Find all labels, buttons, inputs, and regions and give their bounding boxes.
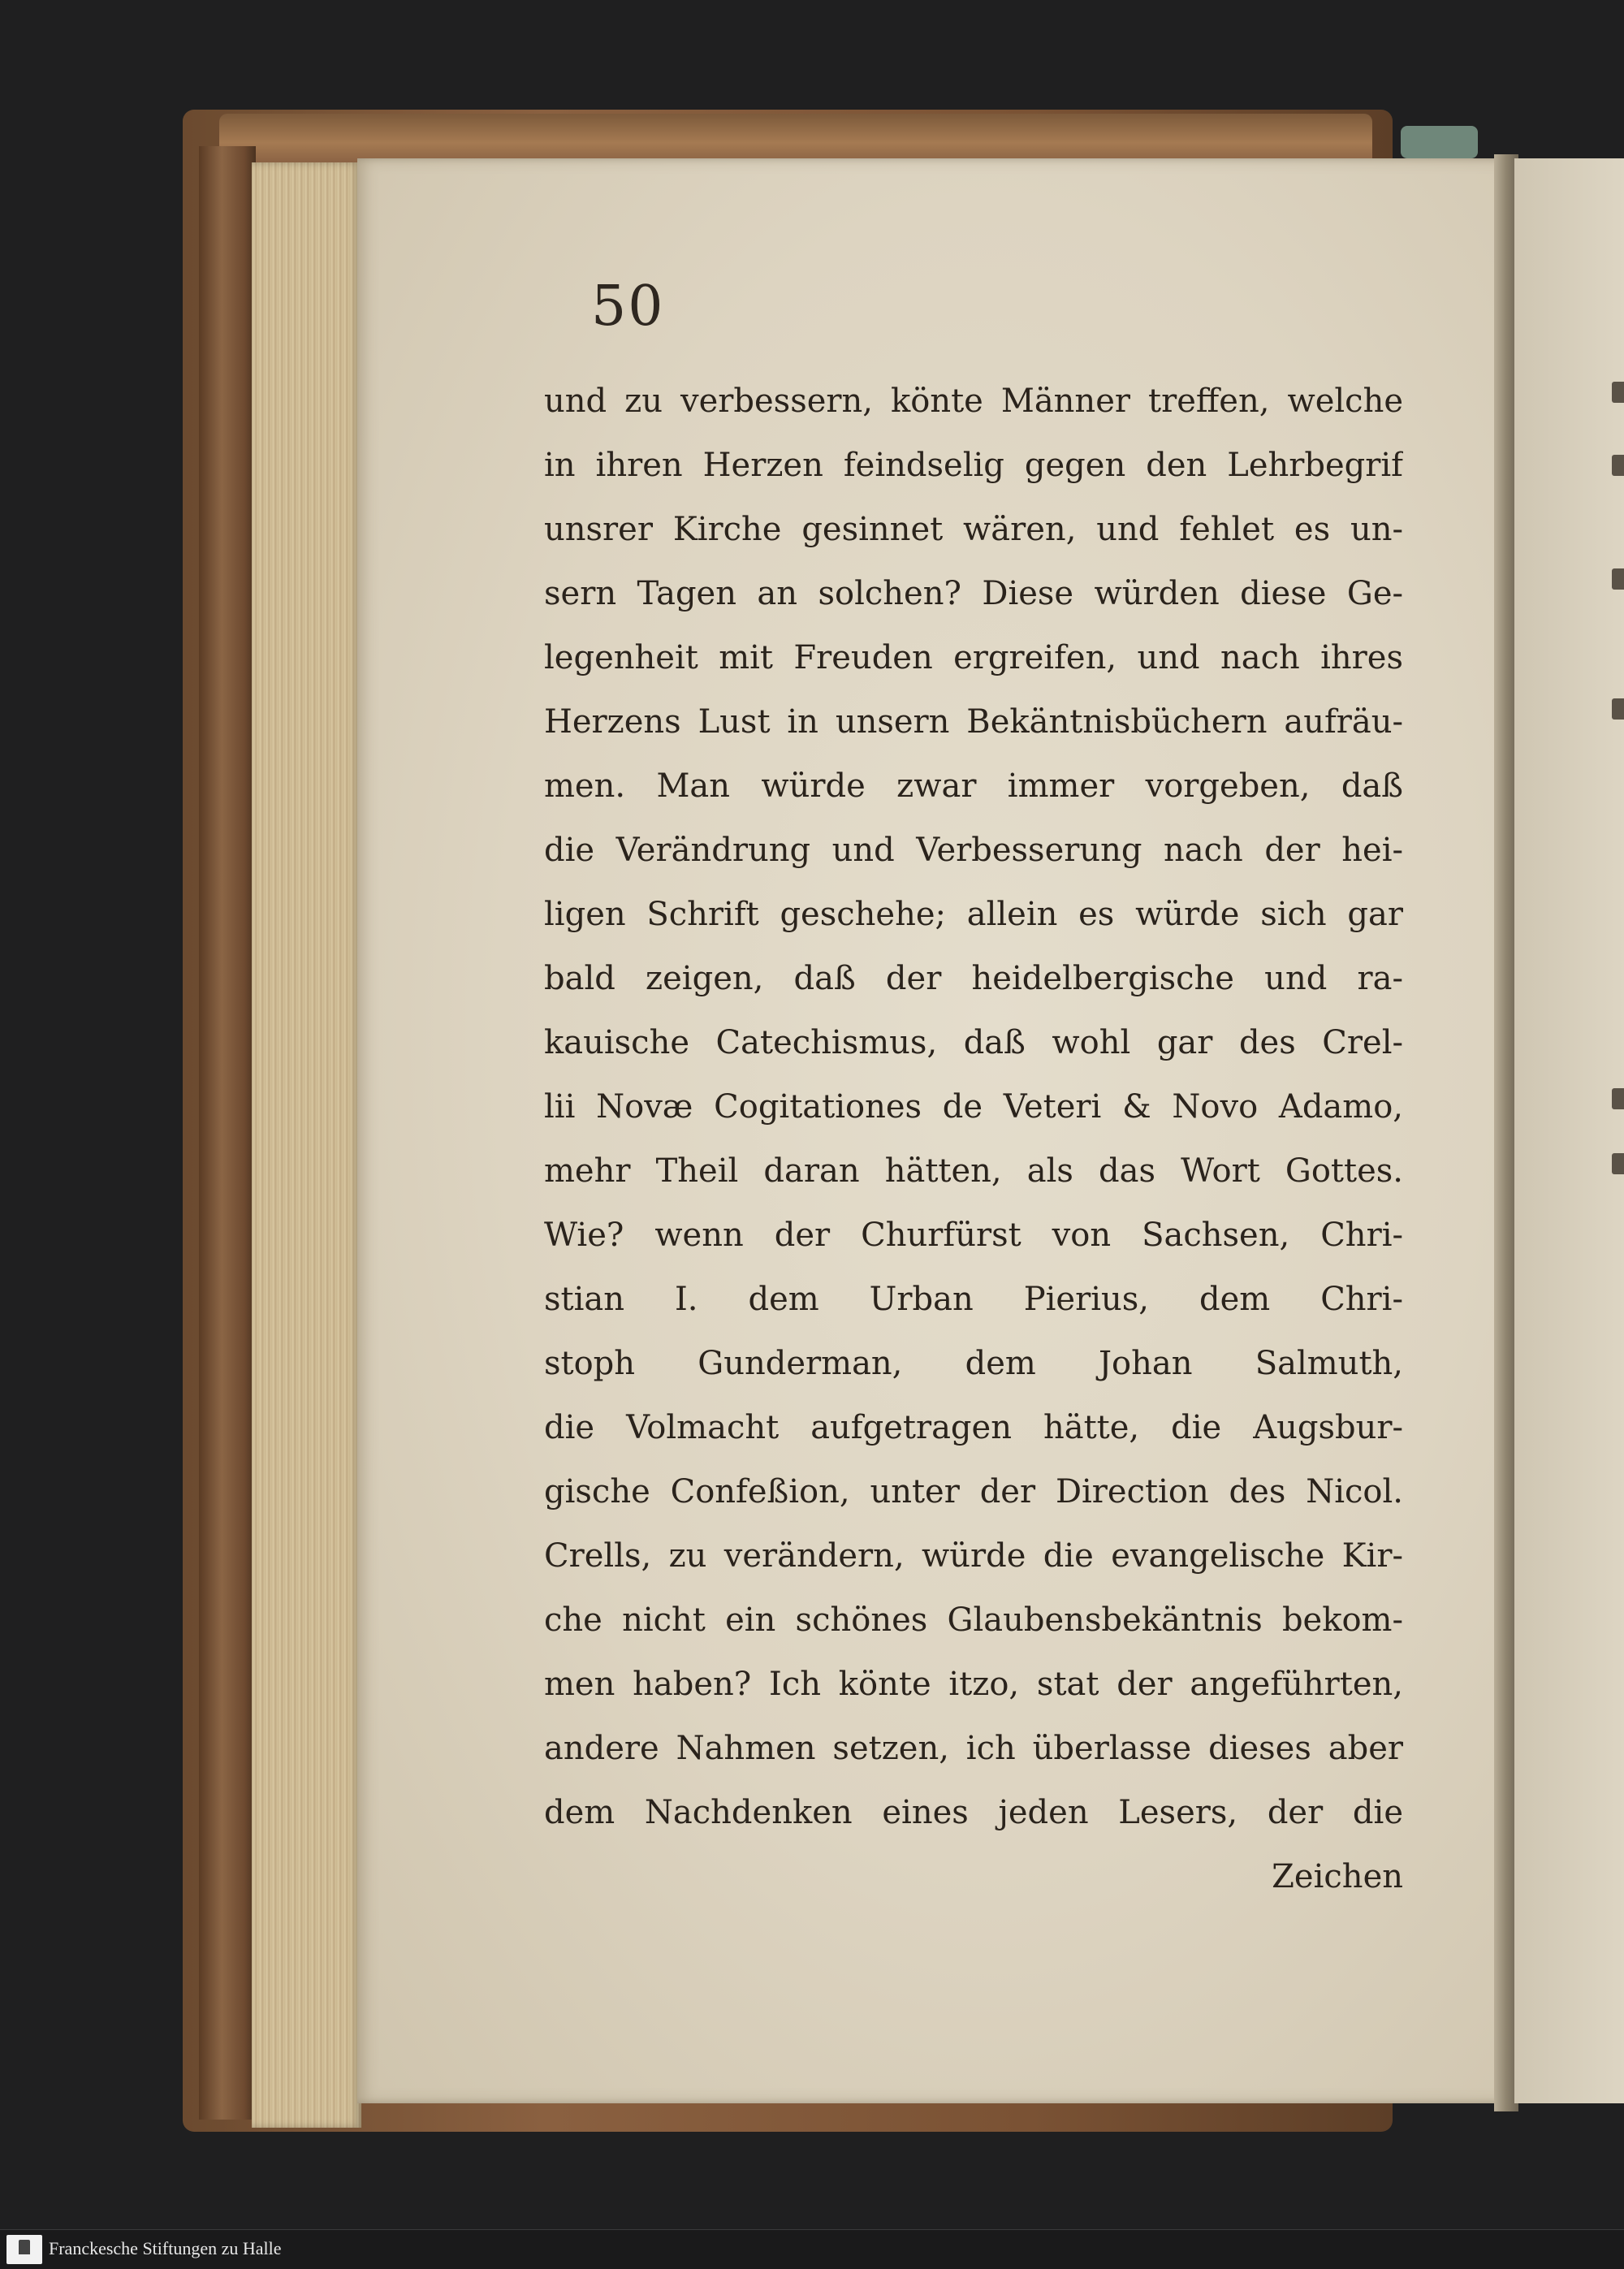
page-number: 50 <box>591 274 665 339</box>
text-line: in ihren Herzen feindselig gegen den Lehrbegrif <box>544 447 1403 484</box>
text-line: sern Tagen an solchen? Diese würden diese Ge- <box>544 575 1403 612</box>
facing-page-edge <box>1514 158 1624 2103</box>
bookmark-ribbon <box>1401 126 1478 158</box>
book-spine-edge <box>199 146 256 2120</box>
text-line: die Volmacht aufgetragen hätte, die Augsbur- <box>544 1409 1403 1446</box>
facing-page-glyph <box>1612 568 1624 590</box>
facing-page-glyph <box>1612 1153 1624 1174</box>
footer-bar <box>0 2229 1624 2269</box>
text-line: stoph Gunderman, dem Johan Salmuth, <box>544 1345 1403 1382</box>
text-line: ligen Schrift geschehe; allein es würde sich gar <box>544 896 1403 933</box>
text-line: lii Novæ Cogitationes de Veteri & Novo Adamo, <box>544 1088 1403 1126</box>
institution-logo-icon <box>6 2235 42 2264</box>
text-line: mehr Theil daran hätten, als das Wort Gottes. <box>544 1152 1403 1190</box>
text-line: legenheit mit Freuden ergreifen, und nach ihres <box>544 639 1403 676</box>
text-line: men. Man würde zwar immer vorgeben, daß <box>544 767 1403 805</box>
text-line: Wie? wenn der Churfürst von Sachsen, Chri- <box>544 1217 1403 1254</box>
text-line: Crells, zu verändern, würde die evangelische Kir- <box>544 1537 1403 1575</box>
page-stack-edges <box>252 162 361 2128</box>
text-line: men haben? Ich könte itzo, stat der angeführten, <box>544 1666 1403 1703</box>
facing-page-glyph <box>1612 1088 1624 1109</box>
text-line: che nicht ein schönes Glaubensbekäntnis bekom- <box>544 1601 1403 1639</box>
facing-page-glyph <box>1612 698 1624 720</box>
text-line: die Verändrung und Verbesserung nach der hei- <box>544 832 1403 869</box>
text-line: bald zeigen, daß der heidelbergische und ra- <box>544 960 1403 997</box>
text-line: gische Confeßion, unter der Direction des Nicol. <box>544 1473 1403 1511</box>
text-line: dem Nachdenken eines jeden Lesers, der die <box>544 1794 1403 1831</box>
text-line: unsrer Kirche gesinnet wären, und fehlet es un- <box>544 511 1403 548</box>
catchword: Zeichen <box>1272 1858 1403 1895</box>
institution-credit: Franckesche Stiftungen zu Halle <box>49 2238 282 2258</box>
text-line: andere Nahmen setzen, ich überlasse dieses aber <box>544 1730 1403 1767</box>
text-line: Herzens Lust in unsern Bekäntnisbüchern aufräu- <box>544 703 1403 741</box>
facing-page-glyph <box>1612 382 1624 403</box>
text-line: stian I. dem Urban Pierius, dem Chri- <box>544 1281 1403 1318</box>
text-line: kauische Catechismus, daß wohl gar des Crel- <box>544 1024 1403 1061</box>
text-line: und zu verbessern, könte Männer treffen, welche <box>544 382 1403 420</box>
page-text-block <box>544 370 1403 1909</box>
facing-page-glyph <box>1612 455 1624 476</box>
book-cover-top-edge <box>219 114 1372 162</box>
